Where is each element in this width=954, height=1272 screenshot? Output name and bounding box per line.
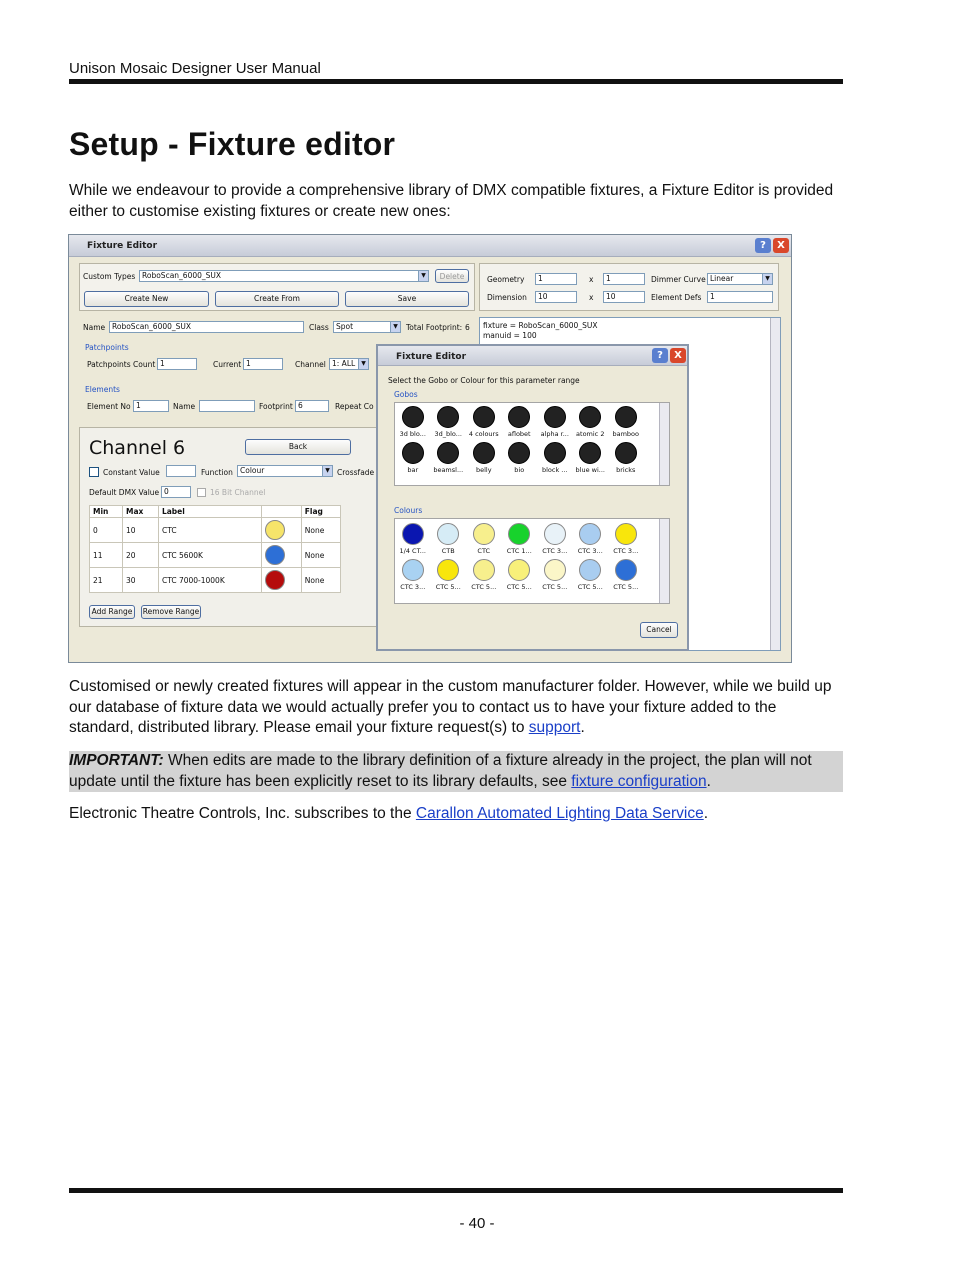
window-title: Fixture Editor (87, 241, 158, 251)
col-max: Max (123, 506, 159, 518)
footer-rule (69, 1188, 843, 1193)
channel-value: 1: ALL (332, 359, 356, 368)
gobo-item[interactable] (537, 406, 573, 438)
gobo-item[interactable] (502, 406, 538, 438)
channel-heading: Channel 6 (89, 437, 186, 459)
col-flag: Flag (301, 506, 340, 518)
gobo-label: atomic 2 (576, 430, 605, 438)
gobos-row (395, 406, 644, 438)
gobo-icon (508, 406, 530, 428)
gobo-item[interactable] (431, 406, 467, 438)
gobo-icon (579, 406, 601, 428)
row-label[interactable]: CTC 5600K (158, 543, 261, 568)
colour-swatch-icon (544, 559, 566, 581)
colour-swatch-icon[interactable] (265, 545, 285, 565)
important-note (69, 751, 843, 792)
colour-item[interactable] (608, 523, 644, 555)
crossfade-label: Crossfade (337, 468, 375, 477)
gobo-icon (615, 406, 637, 428)
row-swatch[interactable] (261, 568, 301, 593)
row-max: 10 (123, 518, 159, 543)
element-no-label: Element No (87, 402, 131, 411)
colour-swatch-icon[interactable] (265, 570, 285, 590)
colour-swatch-icon (615, 523, 637, 545)
class-label: Class (309, 323, 329, 332)
colour-label: CTC 1... (506, 547, 532, 555)
gobo-item[interactable] (608, 406, 644, 438)
colour-swatch-icon (473, 559, 495, 581)
default-dmx-field[interactable]: 0 (161, 486, 191, 498)
col-swatch (261, 506, 301, 518)
row-flag[interactable]: None (301, 518, 340, 543)
col-label: Label (158, 506, 261, 518)
gobo-icon (508, 442, 530, 464)
bit16-label: 16 Bit Channel (210, 488, 266, 497)
manual-title: Unison Mosaic Designer User Manual (69, 60, 321, 77)
colour-label: CTC 3... (400, 583, 426, 591)
gobos-group-label: Gobos (394, 390, 418, 399)
gobo-icon (402, 406, 424, 428)
gobo-label: 4 colours (468, 430, 499, 438)
row-min: 0 (90, 518, 123, 543)
row-label[interactable]: CTC 7000-1000K (158, 568, 261, 593)
gobo-item[interactable] (466, 442, 502, 474)
colour-item[interactable] (502, 559, 538, 591)
remove-range-button[interactable]: Remove Range (141, 605, 201, 619)
colours-scrollbar[interactable] (659, 519, 669, 603)
element-defs-label: Element Defs (651, 293, 702, 302)
colour-item[interactable] (573, 559, 609, 591)
dialog-title: Fixture Editor (396, 352, 467, 362)
function-value: Colour (240, 466, 265, 475)
para4-end: . (703, 805, 708, 822)
colour-item[interactable] (395, 523, 431, 555)
gobo-icon (437, 442, 459, 464)
total-footprint-label: Total Footprint: (406, 323, 463, 332)
colour-label: CTC 5... (435, 583, 461, 591)
fixture-configuration-link[interactable]: fixture configuration (571, 772, 707, 790)
colour-label: CTB (441, 547, 455, 555)
gobo-label: 3d_blo... (434, 430, 462, 438)
help-icon[interactable]: ? (652, 348, 668, 363)
window-titlebar (69, 235, 791, 257)
row-max: 30 (123, 568, 159, 593)
back-button[interactable]: Back (245, 439, 351, 455)
gobo-label: block ... (541, 466, 568, 474)
custom-types-select[interactable] (139, 270, 429, 282)
dialog-prompt: Select the Gobo or Colour for this parameter range (388, 376, 580, 385)
gobo-icon (402, 442, 424, 464)
chevron-down-icon: ▼ (390, 322, 400, 332)
colour-item[interactable] (431, 559, 467, 591)
gobo-icon (544, 442, 566, 464)
fixture-editor-screenshot (68, 234, 792, 663)
gobo-label: beamsl... (433, 466, 464, 474)
row-swatch[interactable] (261, 518, 301, 543)
chevron-down-icon: ▼ (322, 466, 332, 476)
gobo-icon (473, 442, 495, 464)
colour-swatch-icon (579, 523, 601, 545)
colour-item[interactable] (431, 523, 467, 555)
dimmer-curve-value: Linear (710, 274, 734, 283)
row-max: 20 (123, 543, 159, 568)
total-footprint-value: 6 (465, 323, 470, 332)
carallon-paragraph (69, 804, 843, 825)
colour-item[interactable] (502, 523, 538, 555)
patchpoints-group-label: Patchpoints (85, 343, 129, 352)
colour-item[interactable] (466, 523, 502, 555)
help-icon[interactable]: ? (755, 238, 771, 253)
para2-text: Customised or newly created fixtures will appear in the custom manufacturer folder. However, while we build up our database of fixture data we would actually prefer you to contact us to have your fixture added to the standard, distributed library. Please email your fixture request(s) to (69, 678, 832, 736)
gobo-item[interactable] (502, 442, 538, 474)
support-link[interactable]: support (528, 719, 581, 736)
colour-item[interactable] (537, 559, 573, 591)
gobo-label: 3d blo... (399, 430, 426, 438)
colour-swatch-icon (402, 559, 424, 581)
geometry-y-field[interactable]: 1 (603, 273, 645, 285)
row-swatch[interactable] (261, 543, 301, 568)
important-label: IMPORTANT: (69, 752, 164, 769)
carallon-link[interactable]: Carallon Automated Lighting Data Service (415, 805, 704, 822)
colour-swatch-icon (437, 559, 459, 581)
colour-swatch-icon (508, 559, 530, 581)
para2-end: . (580, 719, 585, 736)
element-no-field[interactable]: 1 (133, 400, 169, 412)
gobo-icon (544, 406, 566, 428)
table-row[interactable] (90, 568, 341, 593)
colour-item[interactable] (537, 523, 573, 555)
table-row[interactable] (90, 543, 341, 568)
colour-swatch-icon (615, 559, 637, 581)
page-number: - 40 - (459, 1215, 495, 1232)
constant-value-label: Constant Value (103, 468, 160, 477)
element-name-field[interactable] (199, 400, 255, 412)
footprint-label: Footprint (259, 402, 293, 411)
colours-list[interactable] (394, 518, 670, 604)
class-value: Spot (336, 322, 354, 331)
gobo-label: bar (407, 466, 419, 474)
gobo-item[interactable] (395, 406, 431, 438)
colour-item[interactable] (466, 559, 502, 591)
gobo-item[interactable] (431, 442, 467, 474)
gobo-label: bricks (616, 466, 636, 474)
delete-button[interactable]: Delete (435, 269, 469, 283)
colour-label: CTC 5... (577, 583, 603, 591)
page-title: Setup - Fixture editor (69, 126, 396, 162)
table-header-row (90, 506, 341, 518)
row-flag[interactable]: None (301, 543, 340, 568)
dimmer-curve-select[interactable] (707, 273, 773, 285)
script-line-2: manuid = 100 (483, 331, 537, 340)
custom-types-value: RoboScan_6000_SUX (142, 271, 222, 280)
elements-group-label: Elements (85, 385, 120, 394)
element-defs-field[interactable]: 1 (707, 291, 773, 303)
cancel-button[interactable]: Cancel (640, 622, 678, 638)
gobo-icon (437, 406, 459, 428)
colour-swatch-icon (544, 523, 566, 545)
element-name-label: Name (173, 402, 196, 411)
gobo-item[interactable] (608, 442, 644, 474)
colour-swatch-icon (579, 559, 601, 581)
gobos-row (395, 442, 644, 474)
dimension-x-field[interactable]: 10 (535, 291, 577, 303)
colours-row (395, 559, 644, 591)
constant-value-field[interactable] (166, 465, 196, 477)
gobo-icon (615, 442, 637, 464)
dimension-y-field[interactable]: 10 (603, 291, 645, 303)
colour-label: 1/4 CT... (399, 547, 426, 555)
colour-swatch-icon (437, 523, 459, 545)
custom-folder-paragraph (69, 677, 843, 739)
gobo-icon (579, 442, 601, 464)
close-icon[interactable]: X (773, 238, 789, 253)
colour-item[interactable] (395, 559, 431, 591)
gobo-label: blue wi... (575, 466, 605, 474)
script-line-1: fixture = RoboScan_6000_SUX (483, 321, 598, 330)
repeat-label: Repeat Co (335, 402, 374, 411)
custom-types-label: Custom Types (83, 272, 136, 281)
colour-label: CTC (477, 547, 491, 555)
geometry-x-sep: x (589, 275, 594, 284)
geometry-label: Geometry (487, 275, 525, 284)
intro-paragraph: While we endeavour to provide a comprehensive library of DMX compatible fixtures, a Fixture Editor is provided either to customise existing fixtures or create new ones: (69, 182, 834, 220)
header-rule (69, 79, 843, 84)
dimension-label: Dimension (487, 293, 527, 302)
colours-group-label: Colours (394, 506, 423, 515)
create-from-button[interactable]: Create From (215, 291, 339, 307)
important-text: When edits are made to the library definition of a fixture already in the project, the plan will not update until the fixture has been explicitly reset to its library defaults, see (69, 752, 812, 790)
colour-label: CTC 3... (577, 547, 603, 555)
geometry-x-field[interactable]: 1 (535, 273, 577, 285)
row-label[interactable]: CTC (158, 518, 261, 543)
class-select[interactable] (333, 321, 401, 333)
current-field[interactable]: 1 (243, 358, 283, 370)
row-min: 11 (90, 543, 123, 568)
gobo-label: aflobet (507, 430, 531, 438)
important-end: . (706, 772, 711, 790)
geometry-panel (479, 263, 779, 311)
colour-swatch-icon (402, 523, 424, 545)
chevron-down-icon: ▼ (418, 271, 428, 281)
gobos-scrollbar[interactable] (659, 403, 669, 485)
default-dmx-label: Default DMX Value (89, 488, 160, 497)
function-select[interactable] (237, 465, 333, 477)
colour-label: CTC 5... (542, 583, 568, 591)
patchpoints-count-field[interactable]: 1 (157, 358, 197, 370)
gobo-item[interactable] (537, 442, 573, 474)
gobo-item[interactable] (573, 406, 609, 438)
footprint-field[interactable]: 6 (295, 400, 329, 412)
dimension-x-sep: x (589, 293, 594, 302)
colour-item[interactable] (608, 559, 644, 591)
patchpoints-count-label: Patchpoints Count (87, 360, 156, 369)
colour-swatch-icon (473, 523, 495, 545)
colour-label: CTC 5... (506, 583, 532, 591)
colour-label: CTC 3... (542, 547, 568, 555)
function-label: Function (201, 468, 233, 477)
gobo-label: alpha r... (540, 430, 569, 438)
col-min: Min (90, 506, 123, 518)
chevron-down-icon: ▼ (358, 359, 368, 369)
bit16-checkbox[interactable] (197, 488, 206, 497)
constant-value-checkbox[interactable] (89, 467, 99, 477)
colour-label: CTC 5... (613, 583, 639, 591)
gobo-label: bamboo (612, 430, 640, 438)
channel-select[interactable] (329, 358, 369, 370)
current-label: Current (213, 360, 242, 369)
gobo-label: belly (475, 466, 492, 474)
gobo-colour-dialog (376, 344, 689, 651)
row-min: 21 (90, 568, 123, 593)
colour-label: CTC 5... (471, 583, 497, 591)
row-flag[interactable]: None (301, 568, 340, 593)
script-scrollbar[interactable] (770, 318, 780, 650)
chevron-down-icon: ▼ (762, 274, 772, 284)
colour-label: CTC 3... (613, 547, 639, 555)
colour-item[interactable] (573, 523, 609, 555)
name-field[interactable]: RoboScan_6000_SUX (109, 321, 304, 333)
colour-swatch-icon[interactable] (265, 520, 285, 540)
gobo-label: bio (514, 466, 525, 474)
close-icon[interactable]: X (670, 348, 686, 363)
gobo-item[interactable] (395, 442, 431, 474)
channel-label: Channel (295, 360, 326, 369)
ranges-table (89, 505, 341, 593)
gobo-icon (473, 406, 495, 428)
para4-text: Electronic Theatre Controls, Inc. subscribes to the (69, 805, 416, 822)
colours-row (395, 523, 644, 555)
gobo-item[interactable] (466, 406, 502, 438)
dialog-titlebar (378, 346, 687, 366)
gobos-list[interactable] (394, 402, 670, 486)
save-button[interactable]: Save (345, 291, 469, 307)
add-range-button[interactable]: Add Range (89, 605, 135, 619)
table-row[interactable] (90, 518, 341, 543)
dimmer-curve-label: Dimmer Curve (651, 275, 706, 284)
name-label: Name (83, 323, 106, 332)
colour-swatch-icon (508, 523, 530, 545)
gobo-item[interactable] (573, 442, 609, 474)
create-new-button[interactable]: Create New (84, 291, 209, 307)
